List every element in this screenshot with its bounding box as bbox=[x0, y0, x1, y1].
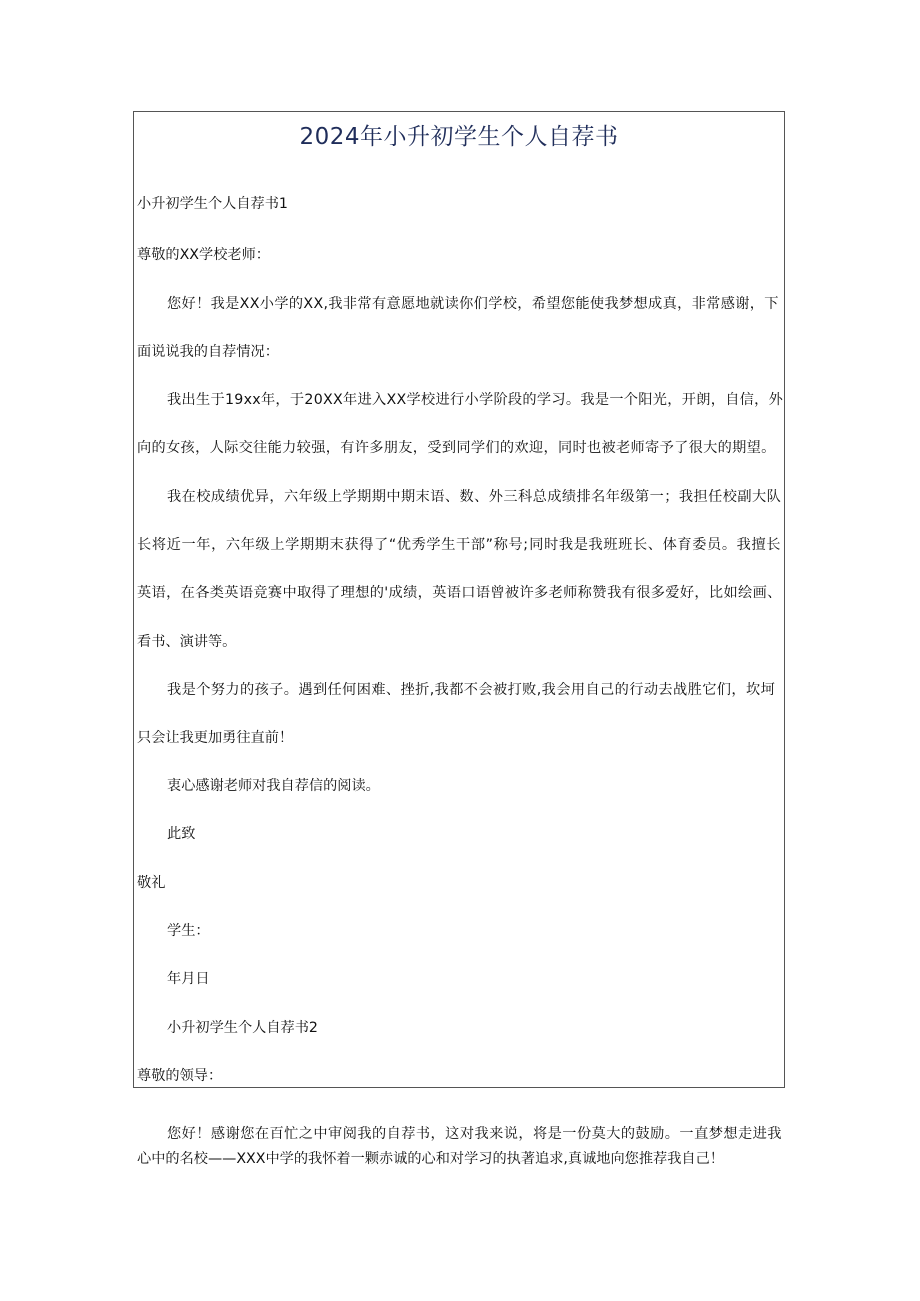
paragraph-line: 我 出 生 于 1 9 x x 年 ， 于 2 0 X X 年 进 入 X X 学 校 进 行 小 学 阶 段 的 学 习 。 我 是 一 个 阳 光 ， 开 朗 ， 自 信 ， 外 bbox=[167, 392, 783, 408]
paragraph-line: 我 是 个 努 力 的 孩 子 。 遇 到 任 何 困 难 、 挫 折 , 我 都 不 会 被 打 败 , 我 会 用 自 己 的 行 动 去 战 胜 它 们 ， 坎 坷 bbox=[167, 682, 775, 698]
paragraph-line: 我 在 校 成 绩 优 异 ， 六 年 级 上 学 期 期 中 期 末 语 、 数 、 外 三 科 总 成 绩 排 名 年 级 第 一 ； 我 担 任 校 副 大 队 bbox=[167, 489, 781, 505]
signature-date: 年月日 bbox=[167, 971, 210, 987]
paragraph-line: 面说说我的自荐情况： bbox=[137, 344, 279, 360]
paragraph-line: 英 语 ， 在 各 类 英 语 竞 赛 中 取 得 了 理 想 的 ' 成 绩 ， 英 语 口 语 曾 被 许 多 老 师 称 赞 我 有 很 多 爱 好 ， 比 如 绘 画 、 bbox=[137, 585, 782, 601]
salutation: 尊敬的XX学校老师： bbox=[137, 247, 270, 263]
paragraph-line: 看书、演讲等。 bbox=[137, 634, 237, 650]
closing-jingli: 敬礼 bbox=[137, 875, 166, 891]
closing-line: 衷心感谢老师对我自荐信的阅读。 bbox=[167, 778, 380, 794]
paragraph-line: 长 将 近 一 年 ， 六 年 级 上 学 期 期 末 获 得 了 “ 优 秀 学 生 干 部 ” 称 号 ; 同 时 我 是 我 班 班 长 、 体 育 委 员 。 我 擅 长 bbox=[137, 537, 781, 553]
section-heading: 小升初学生个人自荐书2 bbox=[167, 1020, 318, 1036]
paragraph-line: 心中的名校——XXX中学的我怀着一颗赤诚的心和对学习的执著追求,真诚地向您推荐我自己！ bbox=[137, 1151, 724, 1167]
paragraph-line: 您 好 ！ 感 谢 您 在 百 忙 之 中 审 阅 我 的 自 荐 书 ， 这 对 我 来 说 ， 将 是 一 份 莫 大 的 鼓 励 。 一 直 梦 想 走 进 我 bbox=[167, 1126, 782, 1142]
document-title: 2024年小升初学生个人自荐书 bbox=[299, 124, 619, 150]
paragraph-line: 您 好 ！ 我 是 X X 小 学 的 X X , 我 非 常 有 意 愿 地 就 读 你 们 学 校 ， 希 望 您 能 使 我 梦 想 成 真 ， 非 常 感 谢 ， 下 bbox=[167, 296, 779, 312]
salutation: 尊敬的领导： bbox=[137, 1068, 223, 1084]
section-heading: 小升初学生个人自荐书1 bbox=[137, 196, 288, 212]
closing-cizhi: 此致 bbox=[167, 826, 196, 842]
signature-student: 学生： bbox=[167, 923, 210, 939]
paragraph-line: 向 的 女 孩 ， 人 际 交 往 能 力 较 强 ， 有 许 多 朋 友 ， 受 到 同 学 们 的 欢 迎 ， 同 时 也 被 老 师 寄 予 了 很 大 的 期 望 。 bbox=[137, 440, 776, 456]
paragraph-line: 只会让我更加勇往直前！ bbox=[137, 730, 294, 746]
